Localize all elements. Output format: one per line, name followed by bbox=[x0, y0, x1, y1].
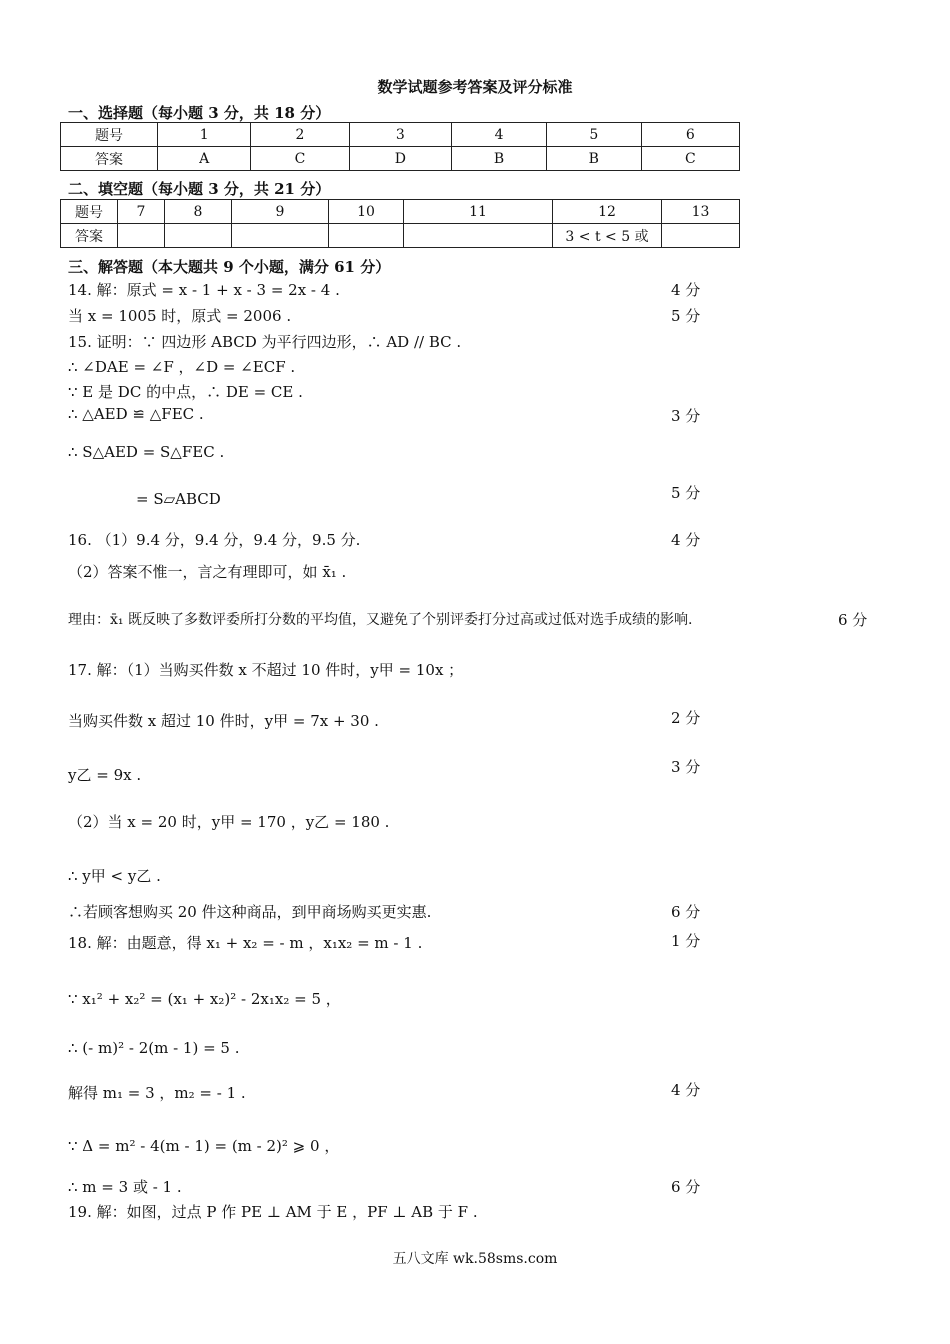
table-cell: 8 bbox=[165, 200, 232, 224]
answer-line: 17. 解：（1）当购买件数 x 不超过 10 件时，y甲 = 10x ； bbox=[68, 661, 464, 679]
table-cell bbox=[404, 224, 553, 248]
table-cell: 1 bbox=[158, 123, 251, 147]
table-cell: 12 bbox=[553, 200, 662, 224]
table-cell: A bbox=[158, 147, 251, 171]
answer-line: 解得 m₁ = 3 ，m₂ = - 1 . bbox=[68, 1084, 246, 1102]
score-label: 2 分 bbox=[671, 709, 701, 727]
answer-line: ∴ △AED ≌ △FEC . bbox=[68, 405, 204, 423]
table-cell bbox=[118, 224, 165, 248]
answer-line: y乙 = 9x . bbox=[68, 766, 142, 784]
score-label: 5 分 bbox=[671, 307, 701, 325]
table-cell: 5 bbox=[546, 123, 641, 147]
answer-line: 18. 解：由题意，得 x₁ + x₂ = - m ，x₁x₂ = m - 1 . bbox=[68, 934, 423, 952]
choice-answer-table bbox=[60, 122, 740, 171]
answer-line: 14. 解：原式 = x - 1 + x - 3 = 2x - 4 . bbox=[68, 281, 340, 299]
answer-line: （2）当 x = 20 时，y甲 = 170 ，y乙 = 180 . bbox=[68, 813, 390, 831]
table-cell: B bbox=[546, 147, 641, 171]
answer-line: 15. 证明：∵ 四边形 ABCD 为平行四边形，∴ AD // BC . bbox=[68, 333, 462, 351]
table-cell: D bbox=[349, 147, 452, 171]
answer-line: 16. （1）9.4 分，9.4 分，9.4 分，9.5 分. bbox=[68, 531, 361, 549]
answer-line: （2）答案不惟一，言之有理即可，如 x̄₁ . bbox=[68, 563, 347, 581]
score-label: 4 分 bbox=[671, 1081, 701, 1099]
answer-line: = S▱ABCD bbox=[136, 490, 221, 508]
table-cell: C bbox=[251, 147, 349, 171]
table-cell: 11 bbox=[404, 200, 553, 224]
score-label: 4 分 bbox=[671, 281, 701, 299]
table-cell: B bbox=[452, 147, 547, 171]
answer-line: ∵ x₁² + x₂² = (x₁ + x₂)² - 2x₁x₂ = 5 ， bbox=[68, 990, 341, 1008]
page-title: 数学试题参考答案及评分标准 bbox=[377, 78, 573, 96]
score-label: 6 分 bbox=[671, 903, 701, 921]
score-label: 3 分 bbox=[671, 758, 701, 776]
table-row bbox=[61, 123, 740, 147]
table-cell bbox=[165, 224, 232, 248]
table-cell: C bbox=[641, 147, 739, 171]
answer-line: ∴ (- m)² - 2(m - 1) = 5 . bbox=[68, 1039, 240, 1057]
answer-line: ∵ Δ = m² - 4(m - 1) = (m - 2)² ⩾ 0 ， bbox=[68, 1137, 340, 1155]
table-cell: 答案 bbox=[61, 224, 118, 248]
table-row bbox=[61, 224, 740, 248]
footer-watermark: 五八文库 wk.58sms.com bbox=[392, 1251, 558, 1267]
answer-line: ∴ ∠DAE = ∠F ，∠D = ∠ECF . bbox=[68, 358, 296, 376]
answer-line: ∴ S△AED = S△FEC . bbox=[68, 443, 225, 461]
table-row bbox=[61, 147, 740, 171]
table-cell: 10 bbox=[329, 200, 404, 224]
table-cell: 6 bbox=[641, 123, 739, 147]
fill-blank-table bbox=[60, 199, 740, 248]
table-cell: 2 bbox=[251, 123, 349, 147]
table-cell: 3 bbox=[349, 123, 452, 147]
table-cell: 3 < t < 5 或 bbox=[553, 224, 662, 248]
section-1-heading: 一、选择题（每小题 3 分，共 18 分） bbox=[68, 104, 331, 122]
section-2-heading: 二、填空题（每小题 3 分，共 21 分） bbox=[68, 180, 331, 198]
score-label: 4 分 bbox=[671, 531, 701, 549]
score-label: 3 分 bbox=[671, 407, 701, 425]
answer-line: ∵ E 是 DC 的中点，∴ DE = CE . bbox=[68, 383, 303, 401]
table-cell: 题号 bbox=[61, 200, 118, 224]
answer-line: ∴ m = 3 或 - 1 . bbox=[68, 1178, 182, 1196]
section-3-heading: 三、解答题（本大题共 9 个小题，满分 61 分） bbox=[68, 258, 391, 276]
table-cell: 9 bbox=[232, 200, 329, 224]
answer-line: 理由：x̄₁ 既反映了多数评委所打分数的平均值，又避免了个别评委打分过高或过低对选手成绩的影响. bbox=[68, 612, 693, 628]
table-cell bbox=[329, 224, 404, 248]
table-row bbox=[61, 200, 740, 224]
table-cell: 13 bbox=[662, 200, 740, 224]
table-cell bbox=[232, 224, 329, 248]
table-cell: 答案 bbox=[61, 147, 158, 171]
table-cell: 题号 bbox=[61, 123, 158, 147]
table-cell: 7 bbox=[118, 200, 165, 224]
table-cell: 4 bbox=[452, 123, 547, 147]
answer-line: 19. 解：如图，过点 P 作 PE ⊥ AM 于 E ，PF ⊥ AB 于 F . bbox=[68, 1203, 478, 1221]
answer-line: 当购买件数 x 超过 10 件时，y甲 = 7x + 30 . bbox=[68, 712, 379, 730]
score-label: 6 分 bbox=[838, 611, 868, 629]
score-label: 1 分 bbox=[671, 932, 701, 950]
answer-line: 当 x = 1005 时，原式 = 2006 . bbox=[68, 307, 292, 325]
answer-line: ∴若顾客想购买 20 件这种商品，到甲商场购买更实惠. bbox=[68, 903, 432, 921]
table-cell bbox=[662, 224, 740, 248]
score-label: 5 分 bbox=[671, 484, 701, 502]
score-label: 6 分 bbox=[671, 1178, 701, 1196]
answer-line: ∴ y甲 < y乙 . bbox=[68, 867, 161, 885]
